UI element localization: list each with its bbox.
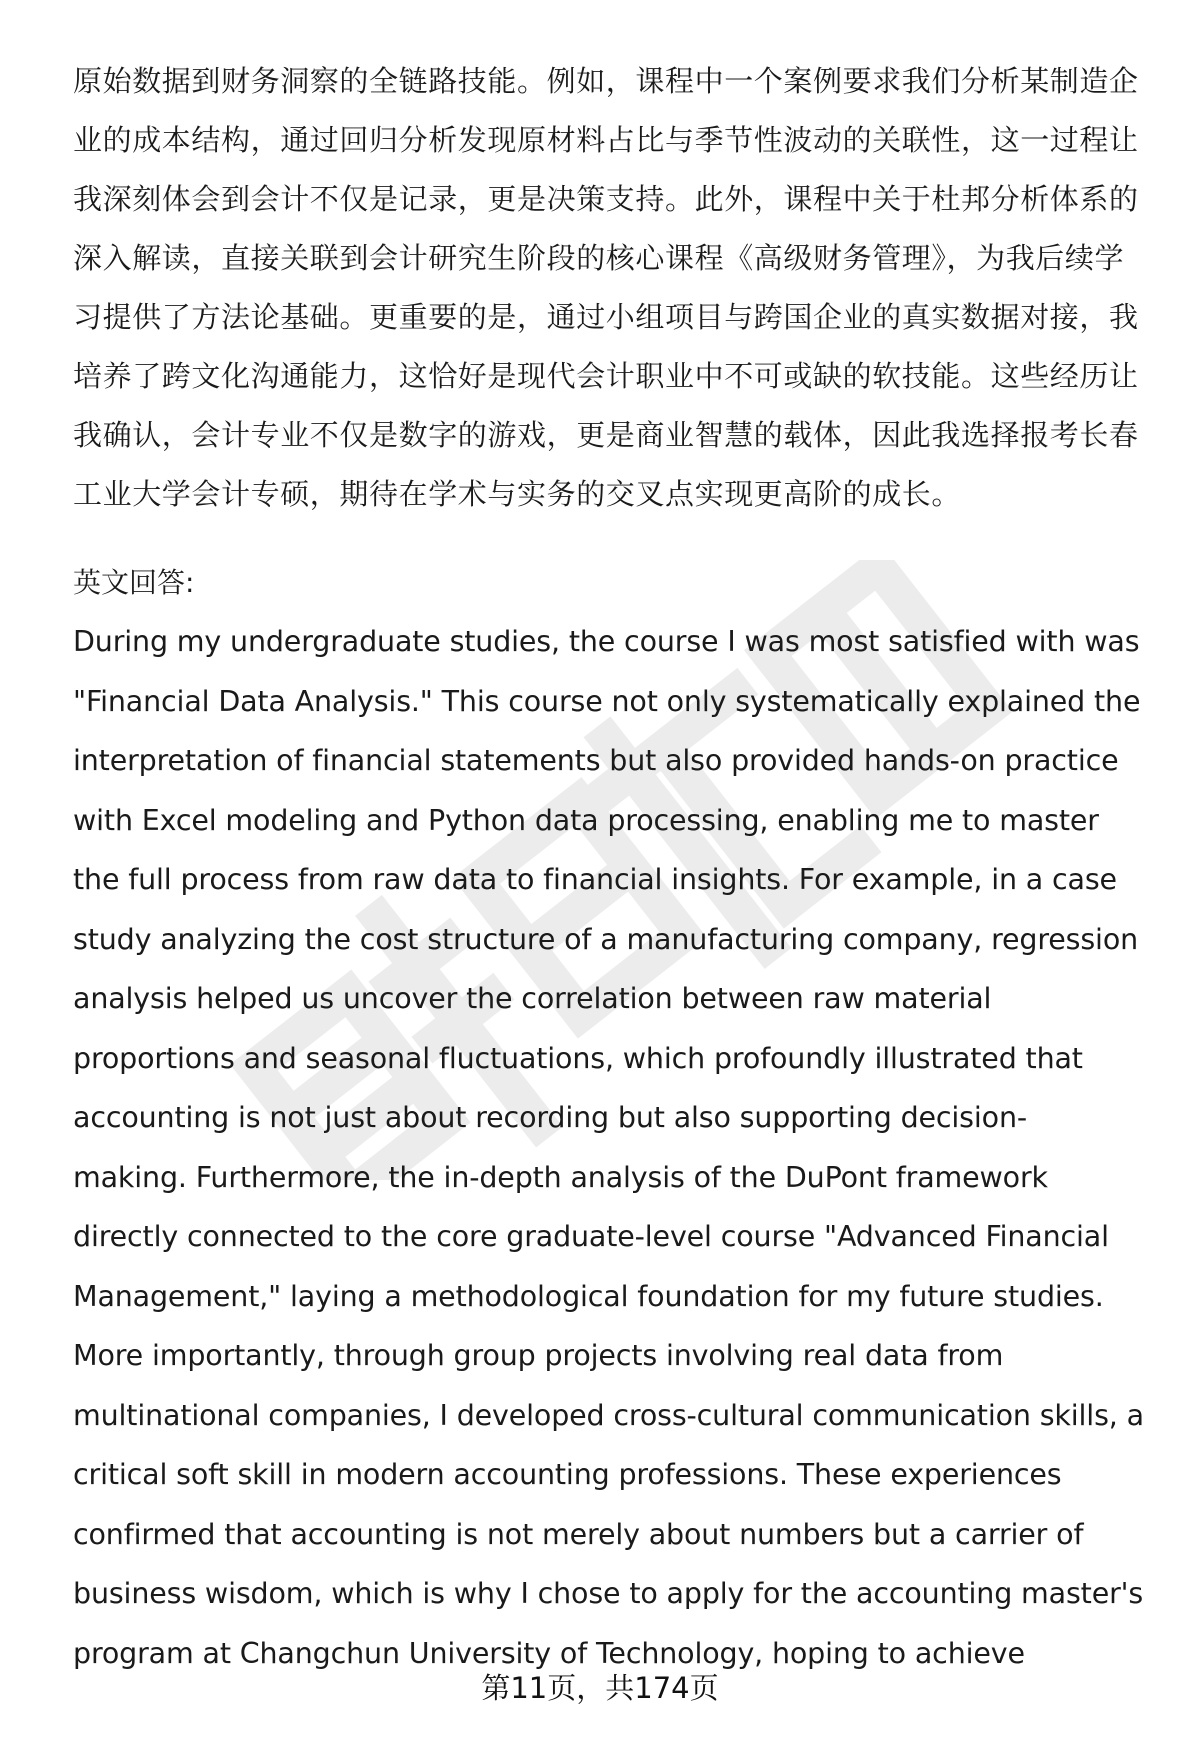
text-line: interpretation of financial statements but also provided hands-on practice: [73, 744, 1119, 777]
text-line: confirmed that accounting is not merely about numbers but a carrier of: [73, 1517, 1084, 1551]
text-line: with Excel modeling and Python data processing, enabling me to master: [73, 803, 1099, 837]
text-line: "Financial Data Analysis." This course not only systematically explained the: [73, 684, 1141, 718]
english-paragraph: [73, 612, 1148, 1683]
text-line: 培养了跨文化沟通能力，这恰好是现代会计职业中不可或缺的软技能。这些经历让: [73, 359, 1139, 393]
text-line: business wisdom, which is why I chose to apply for the accounting master's: [73, 1577, 1144, 1610]
text-line: program at Changchun University of Technology, hoping to achieve: [73, 1636, 1025, 1670]
text-line: 我深刻体会到会计不仅是记录，更是决策支持。此外，课程中关于杜邦分析体系的: [73, 182, 1139, 216]
chinese-paragraph: [73, 52, 1148, 524]
text-line: directly connected to the core graduate-level course "Advanced Financial: [73, 1220, 1109, 1253]
text-line: Management," laying a methodological foundation for my future studies.: [73, 1279, 1104, 1313]
text-line: 业的成本结构，通过回归分析发现原材料占比与季节性波动的关联性，这一过程让: [73, 123, 1139, 157]
text-line: 我确认，会计专业不仅是数字的游戏，更是商业智慧的载体，因此我选择报考长春: [73, 418, 1139, 452]
text-line: 深入解读，直接关联到会计研究生阶段的核心课程《高级财务管理》，为我后续学: [73, 241, 1125, 275]
text-line: 习提供了方法论基础。更重要的是，通过小组项目与跨国企业的真实数据对接，我: [73, 300, 1139, 334]
text-line: During my undergraduate studies, the course I was most satisfied with was: [73, 625, 1140, 658]
text-line: the full process from raw data to financial insights. For example, in a case: [73, 863, 1117, 896]
text-line: study analyzing the cost structure of a manufacturing company, regression: [73, 922, 1139, 956]
text-line: multinational companies, I developed cross-cultural communication skills, a: [73, 1398, 1144, 1432]
document-body: [73, 52, 1148, 1683]
english-answer-heading: 英文回答:: [73, 566, 195, 599]
text-line: 原始数据到财务洞察的全链路技能。例如，课程中一个案例要求我们分析某制造企: [73, 64, 1139, 98]
text-line: 工业大学会计专硕，期待在学术与实务的交叉点实现更高阶的成长。: [73, 477, 962, 511]
text-line: analysis helped us uncover the correlation between raw material: [73, 982, 992, 1015]
text-line: accounting is not just about recording but also supporting decision-: [73, 1101, 1027, 1134]
text-line: making. Furthermore, the in-depth analysis of the DuPont framework: [73, 1160, 1048, 1194]
text-line: More importantly, through group projects involving real data from: [73, 1339, 1004, 1372]
text-line: critical soft skill in modern accounting professions. These experiences: [73, 1458, 1062, 1491]
text-line: proportions and seasonal fluctuations, which profoundly illustrated that: [73, 1041, 1083, 1075]
page-number-footer: 第11页，共174页: [481, 1671, 719, 1705]
